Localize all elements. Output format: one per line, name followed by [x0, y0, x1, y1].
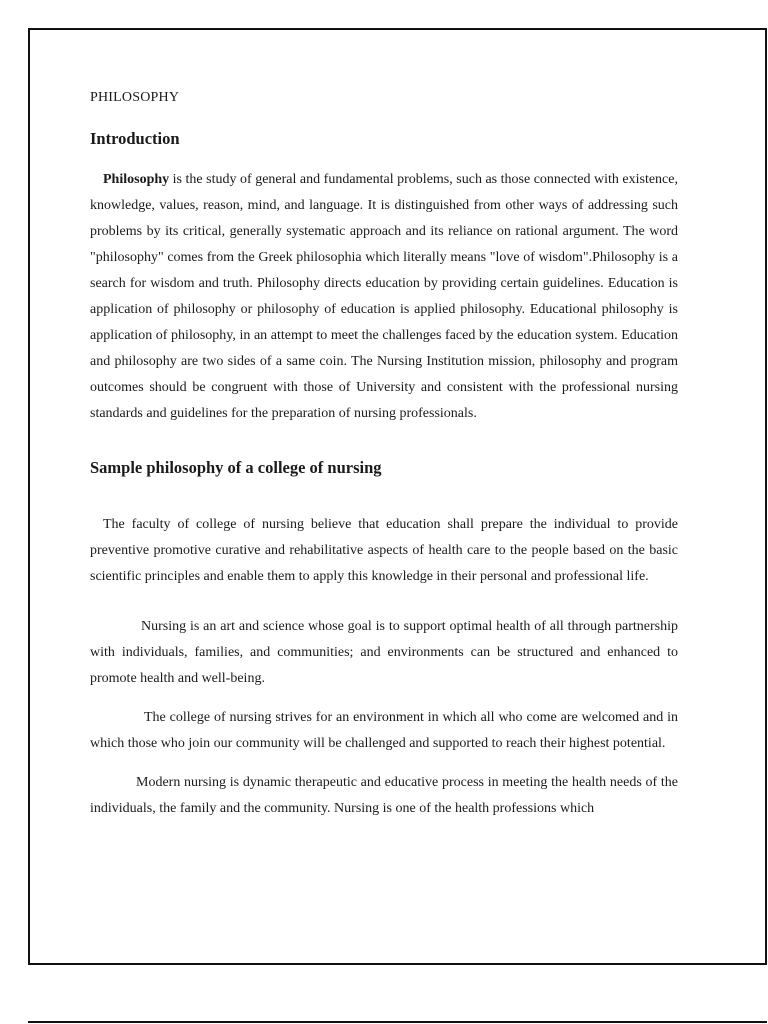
philosophy-lead-term: Philosophy: [103, 172, 170, 187]
sample-paragraph-nursing-art: Nursing is an art and science whose goal is to support optimal health of all through partnership with individuals, families, and communities; and environments can be structured and enhanced to promote health and well-being.: [90, 619, 678, 686]
document-content: [90, 88, 678, 822]
sample-paragraph-modern-nursing: Modern nursing is dynamic therapeutic and educative process in meeting the health needs of the individuals, the family and the community. Nursing is one of the health professions which: [90, 775, 678, 816]
sample-paragraph-environment: The college of nursing strives for an environment in which all who come are welcomed and in which those who join our community will be challenged and supported to reach their highest potential.: [90, 710, 678, 751]
next-page-top-border: [28, 1021, 767, 1023]
introduction-heading: Introduction: [90, 129, 180, 148]
introduction-body: is the study of general and fundamental problems, such as those connected with existence, knowledge, values, reason, mind, and language. It is distinguished from other ways of addressing such problems by its critical, generally systematic approach and its reliance on rational argument. The word "philosophy" comes from the Greek philosophia which literally means "love of wisdom".Philosophy is a search for wisdom and truth. Philosophy directs education by providing certain guidelines. Education is application of philosophy or philosophy of education is applied philosophy. Educational philosophy is application of philosophy, in an attempt to meet the challenges faced by the education system. Education and philosophy are two sides of a same coin. The Nursing Institution mission, philosophy and program outcomes should be congruent with those of University and consistent with the professional nursing standards and guidelines for the preparation of nursing professionals.: [90, 172, 678, 421]
sample-philosophy-heading: Sample philosophy of a college of nursing: [90, 458, 382, 477]
sample-paragraph-faculty: The faculty of college of nursing believe that education shall prepare the individual to provide preventive promotive curative and rehabilitative aspects of health care to the people based on the basic scientific principles and enable them to apply this knowledge in their personal and professional life.: [90, 517, 678, 584]
document-title: PHILOSOPHY: [90, 90, 180, 105]
introduction-paragraph: [90, 167, 678, 427]
